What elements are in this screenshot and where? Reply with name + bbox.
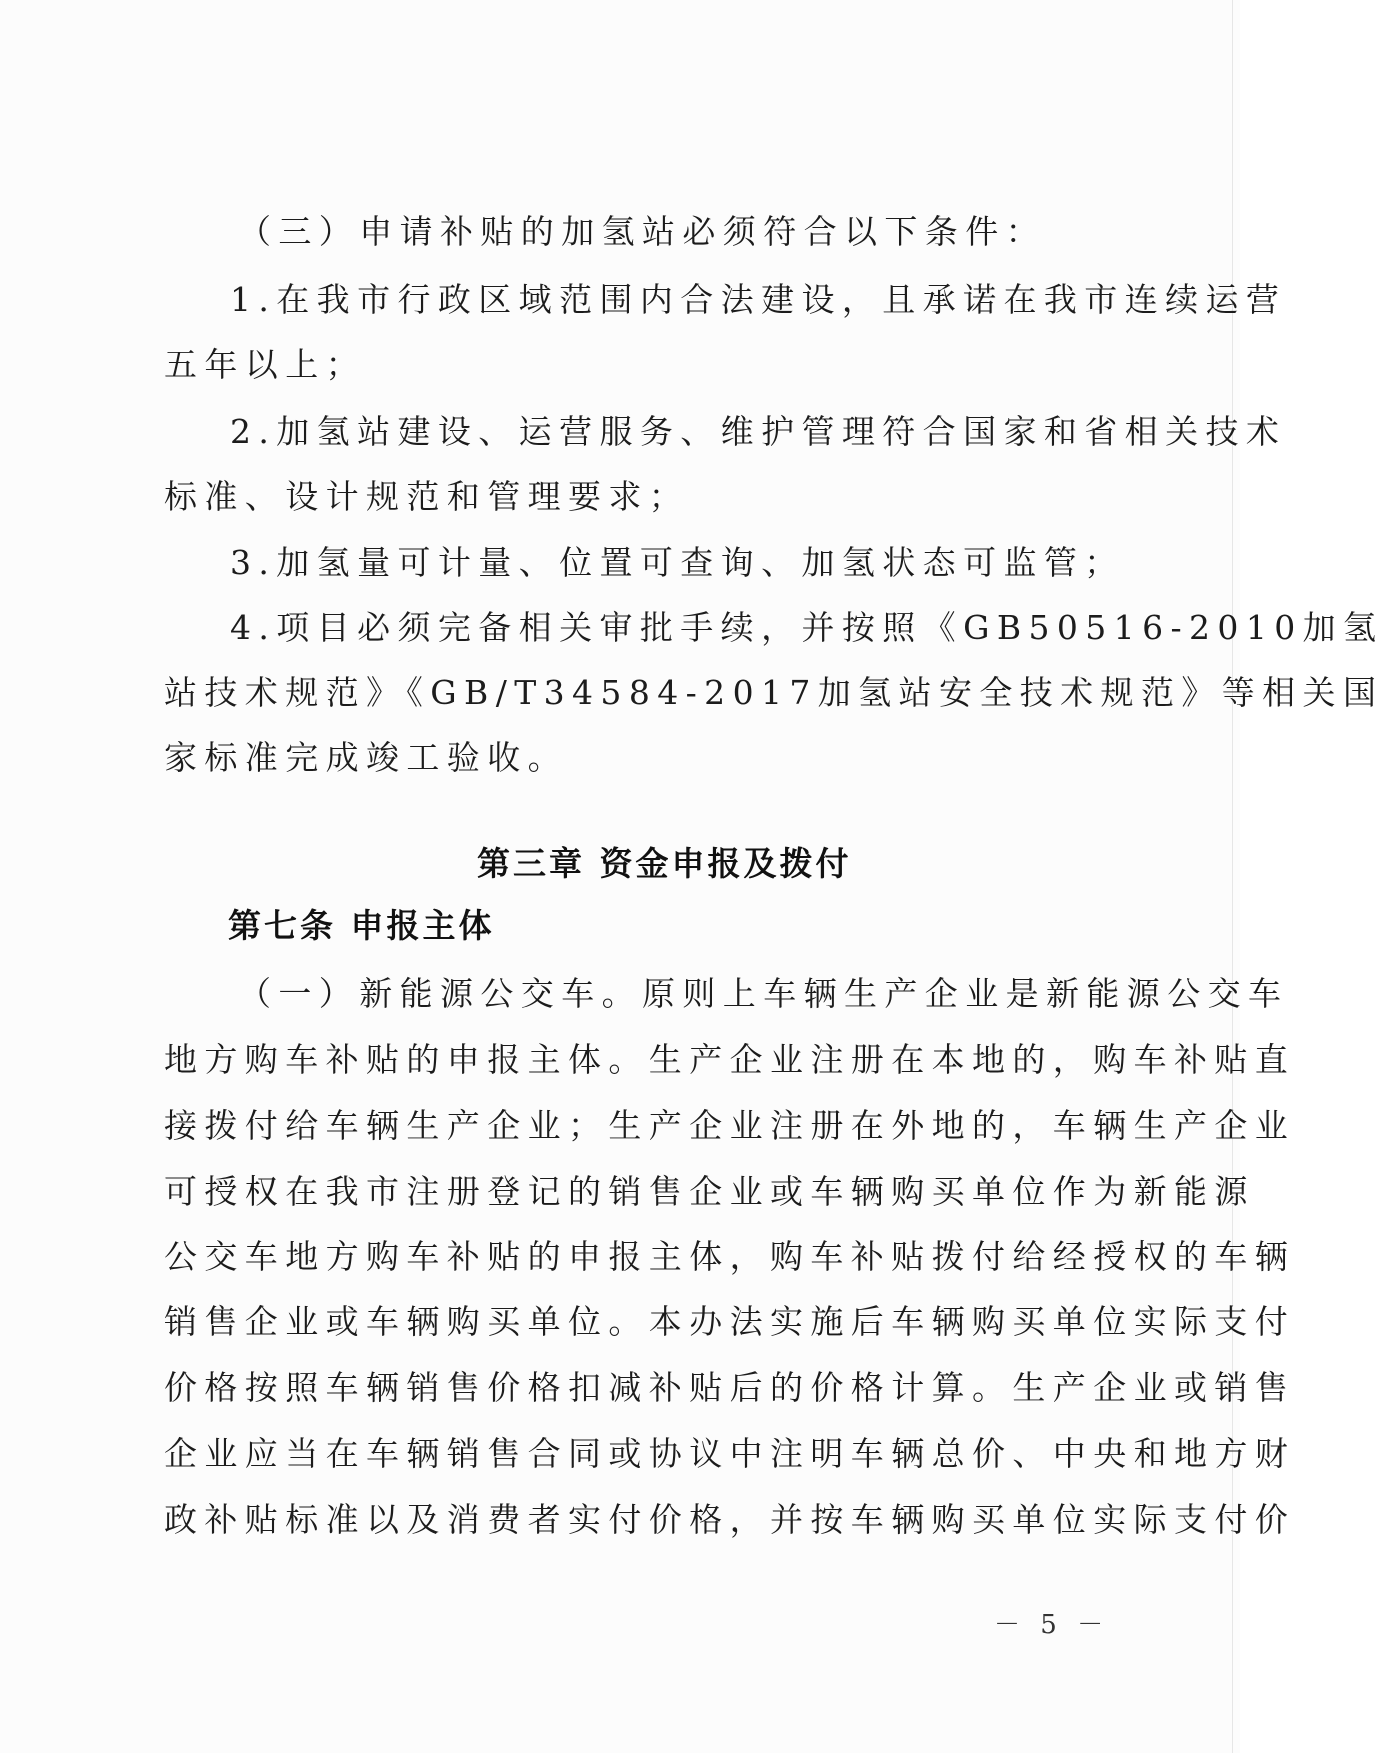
condition-2-line-1: 2.加氢站建设、运营服务、维护管理符合国家和省相关技术	[230, 412, 1287, 451]
article-title: 第七条 申报主体	[228, 906, 495, 945]
page-number: － 5 －	[994, 1610, 1110, 1640]
article-paragraph-line-5: 公交车地方购车补贴的申报主体，购车补贴拨付给经授权的车辆	[164, 1237, 1296, 1276]
condition-2-line-2: 标准、设计规范和管理要求；	[164, 477, 690, 516]
article-paragraph-line-2: 地方购车补贴的申报主体。生产企业注册在本地的，购车补贴直	[164, 1040, 1296, 1079]
condition-4-line-1: 4.项目必须完备相关审批手续，并按照《GB50516-2010加氢	[230, 608, 1383, 647]
condition-1-line-1: 1.在我市行政区域范围内合法建设，且承诺在我市连续运营	[230, 280, 1287, 319]
article-paragraph-line-3: 接拨付给车辆生产企业；生产企业注册在外地的，车辆生产企业	[164, 1106, 1296, 1145]
conditions-intro: （三）申请补贴的加氢站必须符合以下条件：	[238, 212, 1046, 251]
condition-4-line-2: 站技术规范》《GB/T34584-2017加氢站安全技术规范》等相关国	[164, 673, 1383, 712]
article-paragraph-line-7: 价格按照车辆销售价格扣减补贴后的价格计算。生产企业或销售	[164, 1368, 1296, 1407]
condition-3-line-1: 3.加氢量可计量、位置可查询、加氢状态可监管；	[230, 543, 1125, 582]
article-paragraph-line-1: （一）新能源公交车。原则上车辆生产企业是新能源公交车	[238, 974, 1289, 1013]
article-paragraph-line-9: 政补贴标准以及消费者实付价格，并按车辆购买单位实际支付价	[164, 1500, 1296, 1539]
article-paragraph-line-8: 企业应当在车辆销售合同或协议中注明车辆总价、中央和地方财	[164, 1434, 1296, 1473]
condition-4-line-3: 家标准完成竣工验收。	[164, 738, 568, 777]
scan-edge-mark	[1232, 0, 1233, 1753]
chapter-title: 第三章 资金申报及拨付	[477, 844, 852, 883]
article-paragraph-line-6: 销售企业或车辆购买单位。本办法实施后车辆购买单位实际支付	[164, 1302, 1296, 1341]
condition-1-line-2: 五年以上；	[164, 345, 366, 384]
article-paragraph-line-4: 可授权在我市注册登记的销售企业或车辆购买单位作为新能源	[164, 1172, 1255, 1211]
